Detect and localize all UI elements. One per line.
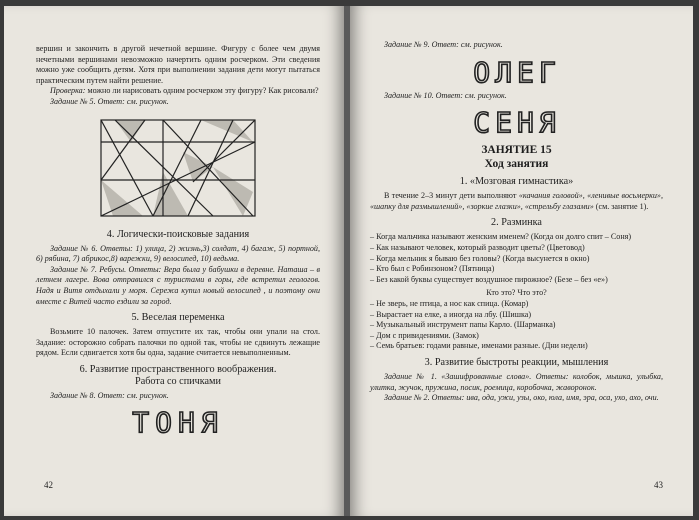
task10-answer: Задание № 10. Ответ: см. рисунок. <box>384 90 507 100</box>
section6-title: 6. Развитие пространственного воображения. <box>79 363 277 375</box>
section1-text-c: (см. занятие 1). <box>595 201 649 211</box>
riddle-item: – Когда мальчика называют женским именем? (Когда он долго спит – Соня) <box>370 232 632 242</box>
task1-answer: Задание № 1. «Зашифрованные слова». Ответы: колобок, мышка, улыбка, улитка, жучок, пружина, посик, роемица, коробочка, жаворонок. <box>370 371 663 392</box>
right-page-text <box>370 40 663 404</box>
section6-subtitle: Работа со спичками <box>135 375 221 387</box>
lesson-title: ЗАНЯТИЕ 15 <box>481 144 552 157</box>
riddle-item: – Кто был с Робинзоном? (Пятница) <box>370 264 495 274</box>
word-oleg: ОЛЕГ <box>472 55 561 88</box>
riddle-item: – Семь братьев: годами равные, именами разные. (Дни недели) <box>370 341 588 351</box>
left-page-number: 42 <box>44 480 53 490</box>
riddle-item: – Без какой буквы существует воздушное пирожное? (Безе – без «е») <box>370 274 608 284</box>
lesson-subtitle: Ход занятия <box>484 158 549 171</box>
matchstick-word-tonya <box>103 407 253 437</box>
matchstick-word-oleg <box>452 56 582 88</box>
left-page <box>4 6 344 516</box>
section4-title: 4. Логически-поисковые задания <box>106 228 250 240</box>
riddle-item: – Когда мельник я бываю без головы? (Когда высунется в окно) <box>370 253 590 263</box>
riddle-list-1 <box>370 232 663 285</box>
task8-answer: Задание № 8. Ответ: см. рисунок. <box>50 390 169 400</box>
riddle-list-2 <box>370 299 663 352</box>
right-page-number: 43 <box>654 480 663 490</box>
section5-title: 5. Веселая переменка <box>131 312 225 324</box>
riddle-item: – Музыкальный инструмент папы Карло. (Шарманка) <box>370 320 556 330</box>
section1-text <box>370 191 663 212</box>
word-senya: СЕНЯ <box>472 106 561 139</box>
left-page-text <box>36 44 320 440</box>
task6-answer: Задание № 6. Ответы: 1) улица, 2) жизнь,3) солдат, 4) багаж, 5) портной, 6) рябина, 7) абрикос,8) варежки, 9) велосипед, 10) ведьма. <box>36 243 320 264</box>
check-label: Проверка: <box>50 86 86 96</box>
right-page <box>350 6 693 516</box>
riddle-item: – Вырастает на елке, а иногда на лбу. (Шишка) <box>370 309 532 319</box>
section2-title: 2. Разминка <box>491 217 542 229</box>
task5-answer: Задание № 5. Ответ: см. рисунок. <box>50 96 169 106</box>
task7-answer: Задание № 7. Ребусы. Ответы: Вера была у бабушки в деревне. Наташа – в летнем лагере. Вова отправился с туристами в горы, где встретил геологов. Надя и Витя отдыхали у моря. Сережа купил новый велосипед , и поэтому они вместе с Витей часто ездили за город. <box>36 264 320 306</box>
section1-text-b: «качания головой», «ленивые восьмерки», «шапку для размышлений», «зоркие глазки», «стрельбу глазами» <box>370 191 663 211</box>
riddle-item: – Не зверь, не птица, а нос как спица. (Комар) <box>370 298 529 308</box>
section1-text-a: В течение 2–3 минут дети выполняют <box>384 191 517 201</box>
matchstick-word-senya <box>452 106 582 138</box>
intro-paragraph: вершин и закончить в другой нечетной вершине. Фигуру с более чем двумя нечетными вершинами невозможно начертить одним росчерком. Эти сведения можно уже сообщить детям. Хотя при выполнении задания дети могут пытаться практическим путем найти решение. <box>36 44 320 85</box>
word-tonya: ТОНЯ <box>132 406 224 437</box>
task9-answer: Задание № 9. Ответ: см. рисунок. <box>384 40 503 49</box>
riddle-item: – Дом с привидениями. (Замок) <box>370 330 479 340</box>
who-title: Кто это? Что это? <box>486 288 547 298</box>
riddle-item: – Как называют человек, который разводит цветы? (Цветовод) <box>370 242 585 252</box>
one-stroke-figure <box>93 112 263 224</box>
section5-text: Возьмите 10 палочек. Затем отпустите их так, чтобы они упали на стол. Задание: осторожно собрать палочки по одной так, чтобы не сдвинуть лежащие рядом. Если сдвигается хотя бы одна, задание считается невыполненным. <box>36 327 320 358</box>
task2-answer: Задание № 2. Ответы: ива, ода, ужи, узы, око, юла, имя, эра, оса, ухо, ахо, очи. <box>384 393 659 403</box>
section1-title: 1. «Мозговая гимнастика» <box>459 176 574 188</box>
check-paragraph <box>36 86 320 97</box>
section3-title: 3. Развитие быстроты реакции, мышления <box>424 356 609 368</box>
check-text: можно ли нарисовать одним росчерком эту фигуру? Как рисовали? <box>87 86 319 96</box>
